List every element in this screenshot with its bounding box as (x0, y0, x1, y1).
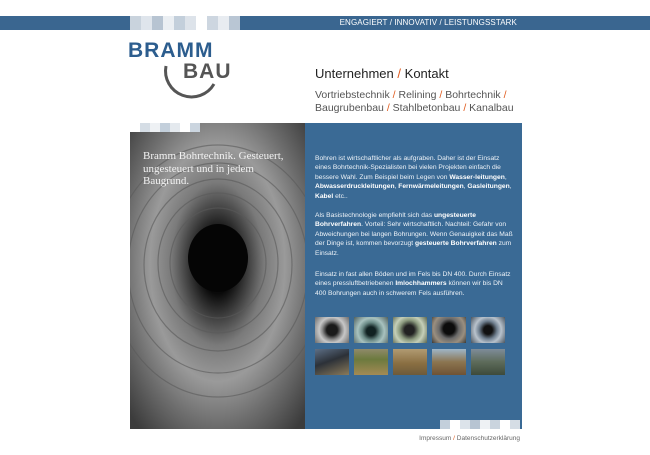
tagline-item: LEISTUNGSSTARK (444, 18, 517, 27)
nav-link-baugrubenbau[interactable]: Baugrubenbau (315, 102, 384, 114)
decorative-squares (130, 16, 240, 30)
gallery-thumbnail[interactable] (393, 317, 427, 343)
gallery-thumbnail[interactable] (432, 317, 466, 343)
tagline-separator: / (439, 18, 442, 27)
service-nav (315, 89, 525, 115)
decorative-squares (130, 123, 200, 132)
nav-link-kanalbau[interactable]: Kanalbau (469, 102, 514, 114)
gallery-thumbnail[interactable] (315, 317, 349, 343)
usage-paragraph: Einsatz in fast allen Böden und im Fels bis DN 400. Durch Einsatz eines pressluftbetriebenen Imlochhammers können wir bis DN 400 Bohrungen auch in schwerem Fels ausführen. (315, 271, 511, 297)
gallery-thumbnail[interactable] (471, 349, 505, 375)
tagline-item: ENGAGIERT (339, 18, 388, 27)
tagline-separator: / (389, 18, 393, 27)
nav-separator: / (386, 102, 390, 114)
footer-link-impressum[interactable]: Impressum (419, 435, 452, 442)
nav-separator: / (397, 66, 402, 81)
nav-separator: / (439, 89, 443, 101)
gallery-thumbnail[interactable] (393, 349, 427, 375)
nav-separator: / (503, 89, 507, 101)
tagline-item: INNOVATIV (394, 18, 438, 27)
nav-link-bohrtechnik[interactable]: Bohrtechnik (445, 89, 501, 101)
nav-link-kontakt[interactable]: Kontakt (404, 66, 449, 81)
bramm-bau-logo[interactable] (128, 40, 238, 102)
gallery-thumbnail[interactable] (354, 349, 388, 375)
gallery-thumbnail[interactable] (471, 317, 505, 343)
tagline (340, 17, 517, 29)
thumbnail-gallery (315, 317, 515, 375)
footer-link-datenschutz[interactable]: Datenschutzerklärung (456, 435, 520, 442)
nav-link-unternehmen[interactable]: Unternehmen (315, 66, 394, 81)
logo-text-bau: BAU (183, 60, 232, 83)
footer-links (419, 435, 520, 442)
nav-separator: / (392, 89, 396, 101)
intro-paragraph: Bohren ist wirtschaftlicher als aufgraben. Daher ist der Einsatz eines Bohrtechnik-Spezialisten bei vielen Projekten einfach die bessere Wahl. Zum Beispiel beim Legen von Wasser-leitungen, Abwasserdruckleitungen, Fernwärmeleitungen, Gasleitungen, Kabel etc.. (315, 155, 512, 200)
nav-link-relining[interactable]: Relining (398, 89, 437, 101)
gallery-thumbnail[interactable] (315, 349, 349, 375)
main-nav (315, 66, 449, 81)
hero-caption: Bramm Bohrtechnik. Gesteuert, ungesteuert und in jedem Baugrund. (143, 150, 284, 187)
footer-separator: / (453, 435, 455, 442)
decorative-squares (440, 420, 520, 429)
nav-link-vortriebstechnik[interactable]: Vortriebstechnik (315, 89, 390, 101)
nav-link-stahlbetonbau[interactable]: Stahlbetonbau (392, 102, 461, 114)
content-panel (305, 123, 522, 429)
gallery-thumbnail[interactable] (354, 317, 388, 343)
gallery-thumbnail[interactable] (432, 349, 466, 375)
logo-text-bramm: BRAMM (128, 39, 214, 62)
technology-paragraph: Als Basistechnologie empfiehlt sich das ungesteuerte Bohrverfahren. Vorteil: Sehr wirtschaftlich. Nachteil: Gefahr von Abweichungen bei langen Bohrungen. Wenn Genauigkeit das Maß der Dinge ist, kommen bevorzugt gesteuerte Bohrverfahren zum Einsatz. (315, 212, 513, 257)
nav-separator: / (463, 102, 467, 114)
top-bar (0, 16, 650, 30)
